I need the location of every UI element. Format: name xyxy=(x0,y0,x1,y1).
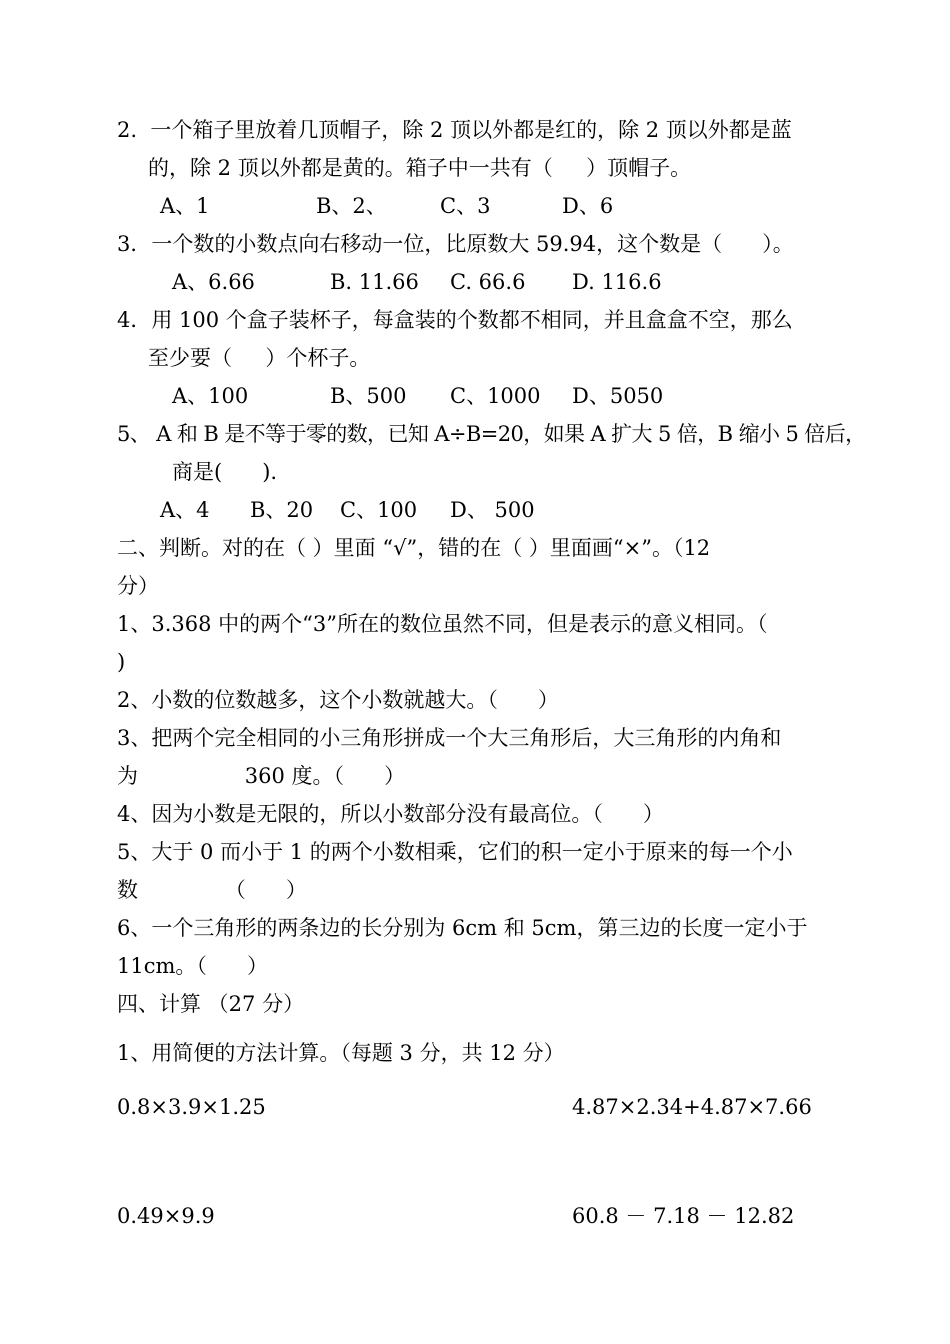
question-5-option-c: C、100 xyxy=(340,498,418,522)
judge-item-1-line-2: ) xyxy=(117,650,126,674)
question-5-option-b: B、20 xyxy=(250,498,314,522)
judge-item-5-line-2: 数 （ ） xyxy=(117,878,307,902)
judge-item-5-line-1: 5、大于 0 而小于 1 的两个小数相乘，它们的积一定小于原来的每一个小 xyxy=(117,840,793,864)
question-3-option-c: C. 66.6 xyxy=(450,270,526,294)
calc-expression-1: 0.8×3.9×1.25 xyxy=(117,1095,266,1119)
question-5-option-a: A、4 xyxy=(160,498,210,522)
judge-item-2-line-1: 2、小数的位数越多，这个小数就越大。（ ） xyxy=(117,688,559,712)
calc-subheading-1: 1、用简便的方法计算。（每题 3 分，共 12 分） xyxy=(117,1041,565,1065)
question-2-option-c: C、3 xyxy=(440,194,491,218)
question-4-option-c: C、1000 xyxy=(450,384,541,408)
judge-item-6-line-1: 6、一个三角形的两条边的长分别为 6cm 和 5cm，第三边的长度一定小于 xyxy=(117,916,808,940)
question-4-line-2: 至少要（ ）个杯子。 xyxy=(148,346,371,370)
question-3-option-d: D. 116.6 xyxy=(572,270,662,294)
question-4-line-1: 4．用 100 个盒子装杯子，每盒装的个数都不相同，并且盒盒不空，那么 xyxy=(117,308,793,332)
judge-heading-line-2: 分） xyxy=(117,574,159,598)
calc-expression-4: 60.8 － 7.18 － 12.82 xyxy=(572,1204,795,1228)
question-3-option-b: B. 11.66 xyxy=(330,270,419,294)
judge-heading-line-1: 二、判断。对的在（ ）里面 “√”，错的在（ ）里面画“×”。（12 xyxy=(117,536,711,560)
question-4-option-b: B、500 xyxy=(330,384,407,408)
question-2-option-b: B、2、 xyxy=(316,194,387,218)
question-4-option-d: D、5050 xyxy=(572,384,664,408)
judge-item-3-line-1: 3、把两个完全相同的小三角形拼成一个大三角形后，大三角形的内角和 xyxy=(117,726,782,750)
judge-item-6-line-2: 11cm。（ ） xyxy=(117,954,268,978)
question-4-option-a: A、100 xyxy=(172,384,249,408)
question-3-line-1: 3．一个数的小数点向右移动一位，比原数大 59.94，这个数是（ ）。 xyxy=(117,232,794,256)
question-5-line-2: 商是( ). xyxy=(172,460,278,484)
calc-expression-2: 4.87×2.34+4.87×7.66 xyxy=(572,1095,812,1119)
calc-expression-3: 0.49×9.9 xyxy=(117,1204,215,1228)
calc-heading: 四、计算 （27 分） xyxy=(117,992,305,1016)
judge-item-3-line-2: 为 360 度。（ ） xyxy=(117,764,406,788)
question-2-line-2: 的，除 2 顶以外都是黄的。箱子中一共有（ ）顶帽子。 xyxy=(148,156,692,180)
question-2-option-d: D、6 xyxy=(562,194,614,218)
question-5-line-1: 5、 A 和 B 是不等于零的数，已知 A÷B=20，如果 A 扩大 5 倍，B 缩小 5 倍后， xyxy=(117,422,866,446)
judge-item-4-line-1: 4、因为小数是无限的，所以小数部分没有最高位。（ ） xyxy=(117,802,664,826)
question-3-option-a: A、6.66 xyxy=(172,270,255,294)
question-5-option-d: D、 500 xyxy=(450,498,535,522)
judge-item-1-line-1: 1、3.368 中的两个“3”所在的数位虽然不同，但是表示的意义相同。（ xyxy=(117,612,768,636)
question-2-option-a: A、1 xyxy=(160,194,210,218)
question-2-line-1: 2. 一个箱子里放着几顶帽子，除 2 顶以外都是红的，除 2 顶以外都是蓝 xyxy=(117,118,792,142)
